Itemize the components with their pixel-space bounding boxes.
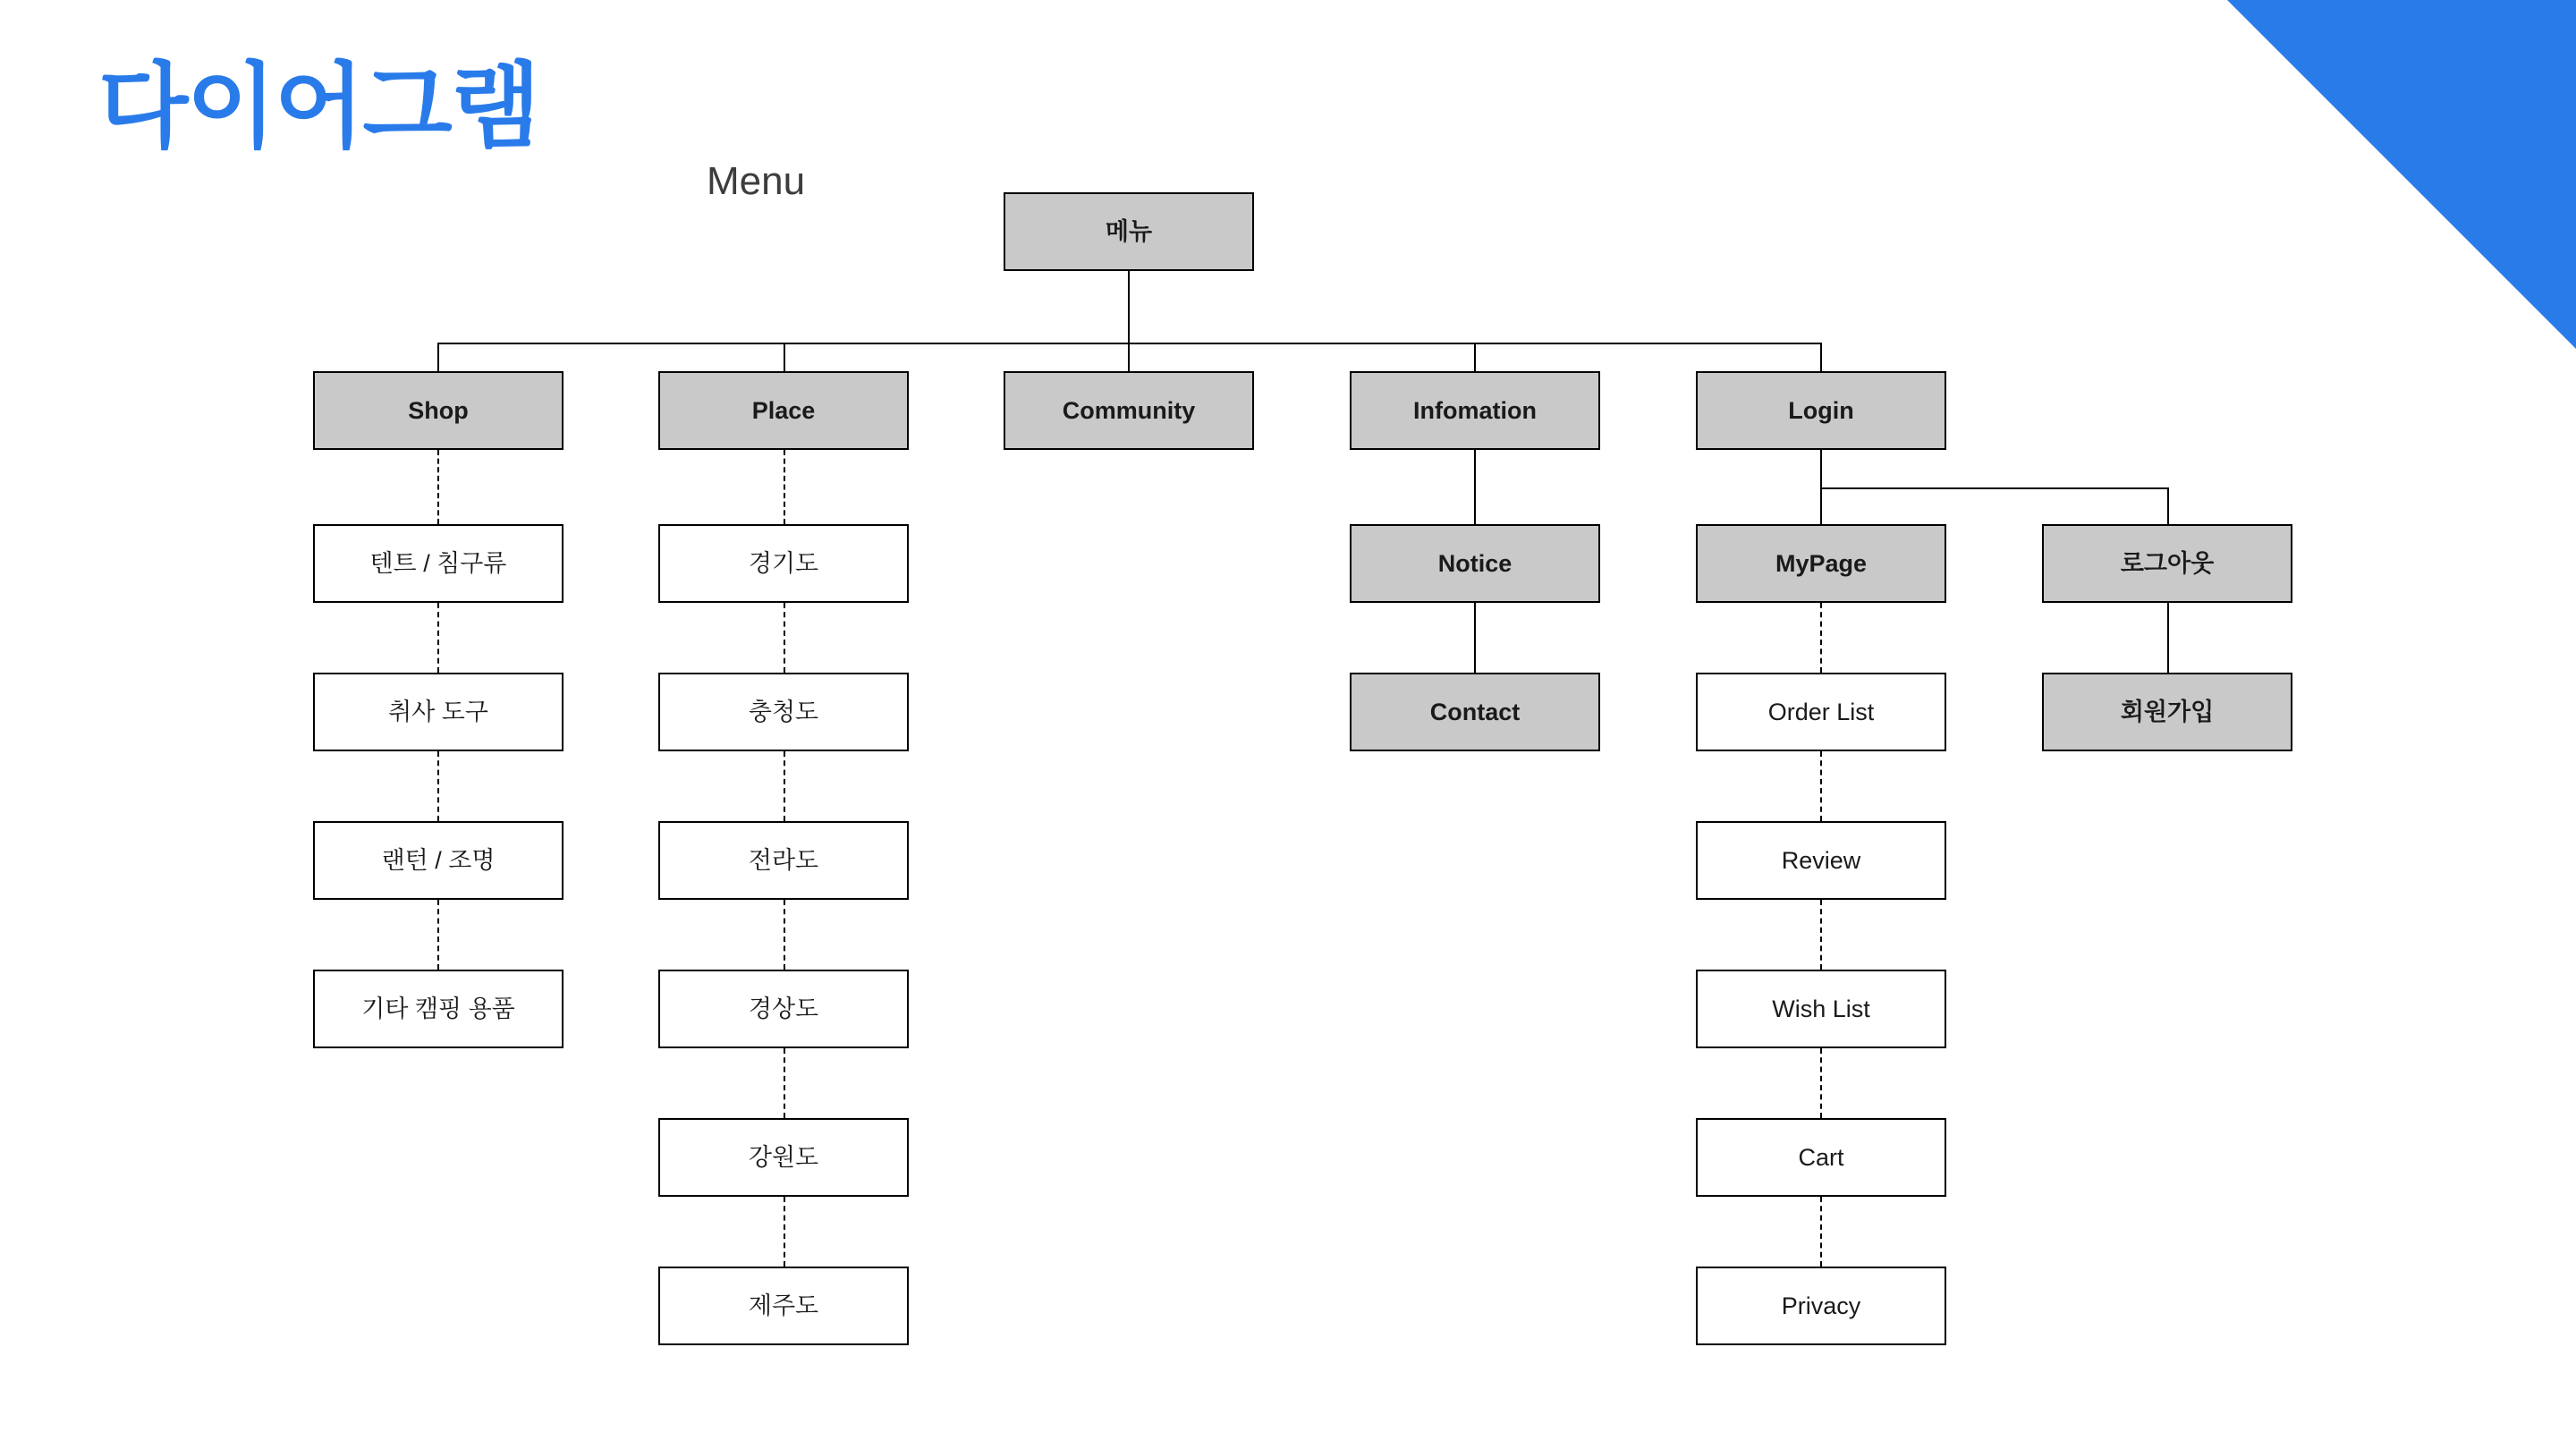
connector-logout-to-signup <box>2167 603 2169 673</box>
node-shop-child-1[interactable]: 텐트 / 침구류 <box>313 524 564 603</box>
connector-drop-shop <box>437 343 439 371</box>
connector-drop-logout <box>2167 487 2169 524</box>
connector-place-child-5-6 <box>784 1197 785 1267</box>
connector-mypage-to-orderlist <box>1820 603 1822 673</box>
connector-drop-community <box>1128 343 1130 371</box>
node-infomation[interactable]: Infomation <box>1350 371 1600 450</box>
connector-notice-to-contact <box>1474 603 1476 673</box>
node-shop[interactable]: Shop <box>313 371 564 450</box>
connector-shop-child-3-4 <box>437 900 439 970</box>
node-community[interactable]: Community <box>1004 371 1254 450</box>
node-root-menu[interactable]: 메뉴 <box>1004 192 1254 271</box>
connector-place-child-4-5 <box>784 1048 785 1118</box>
connector-cart-to-privacy <box>1820 1197 1822 1267</box>
connector-orderlist-to-review <box>1820 751 1822 821</box>
node-place-child-1[interactable]: 경기도 <box>658 524 909 603</box>
node-place-child-3[interactable]: 전라도 <box>658 821 909 900</box>
node-contact[interactable]: Contact <box>1350 673 1600 751</box>
connector-infomation-to-notice <box>1474 450 1476 524</box>
connector-wishlist-to-cart <box>1820 1048 1822 1118</box>
node-shop-child-2[interactable]: 취사 도구 <box>313 673 564 751</box>
connector-login-stem <box>1820 450 1822 487</box>
node-shop-child-4[interactable]: 기타 캠핑 용품 <box>313 970 564 1048</box>
node-logout[interactable]: 로그아웃 <box>2042 524 2292 603</box>
node-place-child-6[interactable]: 제주도 <box>658 1267 909 1345</box>
connector-drop-mypage <box>1820 487 1822 524</box>
node-notice[interactable]: Notice <box>1350 524 1600 603</box>
connector-shop-child-2-3 <box>437 751 439 821</box>
connector-shop-to-child-1 <box>437 450 439 524</box>
connector-drop-infomation <box>1474 343 1476 371</box>
page-title: 다이어그램 <box>98 55 539 159</box>
connector-place-to-child-1 <box>784 450 785 524</box>
connector-root-stem <box>1128 271 1130 343</box>
connector-drop-login <box>1820 343 1822 371</box>
connector-drop-place <box>784 343 785 371</box>
node-signup[interactable]: 회원가입 <box>2042 673 2292 751</box>
connector-review-to-wishlist <box>1820 900 1822 970</box>
node-place-child-5[interactable]: 강원도 <box>658 1118 909 1197</box>
node-cart[interactable]: Cart <box>1696 1118 1946 1197</box>
page-subtitle: Menu <box>707 159 806 203</box>
connector-place-child-2-3 <box>784 751 785 821</box>
connector-place-child-3-4 <box>784 900 785 970</box>
decorative-corner-triangle <box>2227 0 2576 349</box>
node-place-child-2[interactable]: 충청도 <box>658 673 909 751</box>
node-place-child-4[interactable]: 경상도 <box>658 970 909 1048</box>
node-wish-list[interactable]: Wish List <box>1696 970 1946 1048</box>
node-privacy[interactable]: Privacy <box>1696 1267 1946 1345</box>
node-mypage[interactable]: MyPage <box>1696 524 1946 603</box>
node-login[interactable]: Login <box>1696 371 1946 450</box>
node-review[interactable]: Review <box>1696 821 1946 900</box>
connector-shop-child-1-2 <box>437 603 439 673</box>
connector-login-branch-bus <box>1820 487 2169 489</box>
node-shop-child-3[interactable]: 랜턴 / 조명 <box>313 821 564 900</box>
node-order-list[interactable]: Order List <box>1696 673 1946 751</box>
connector-top-bus <box>437 343 1822 344</box>
connector-place-child-1-2 <box>784 603 785 673</box>
node-place[interactable]: Place <box>658 371 909 450</box>
